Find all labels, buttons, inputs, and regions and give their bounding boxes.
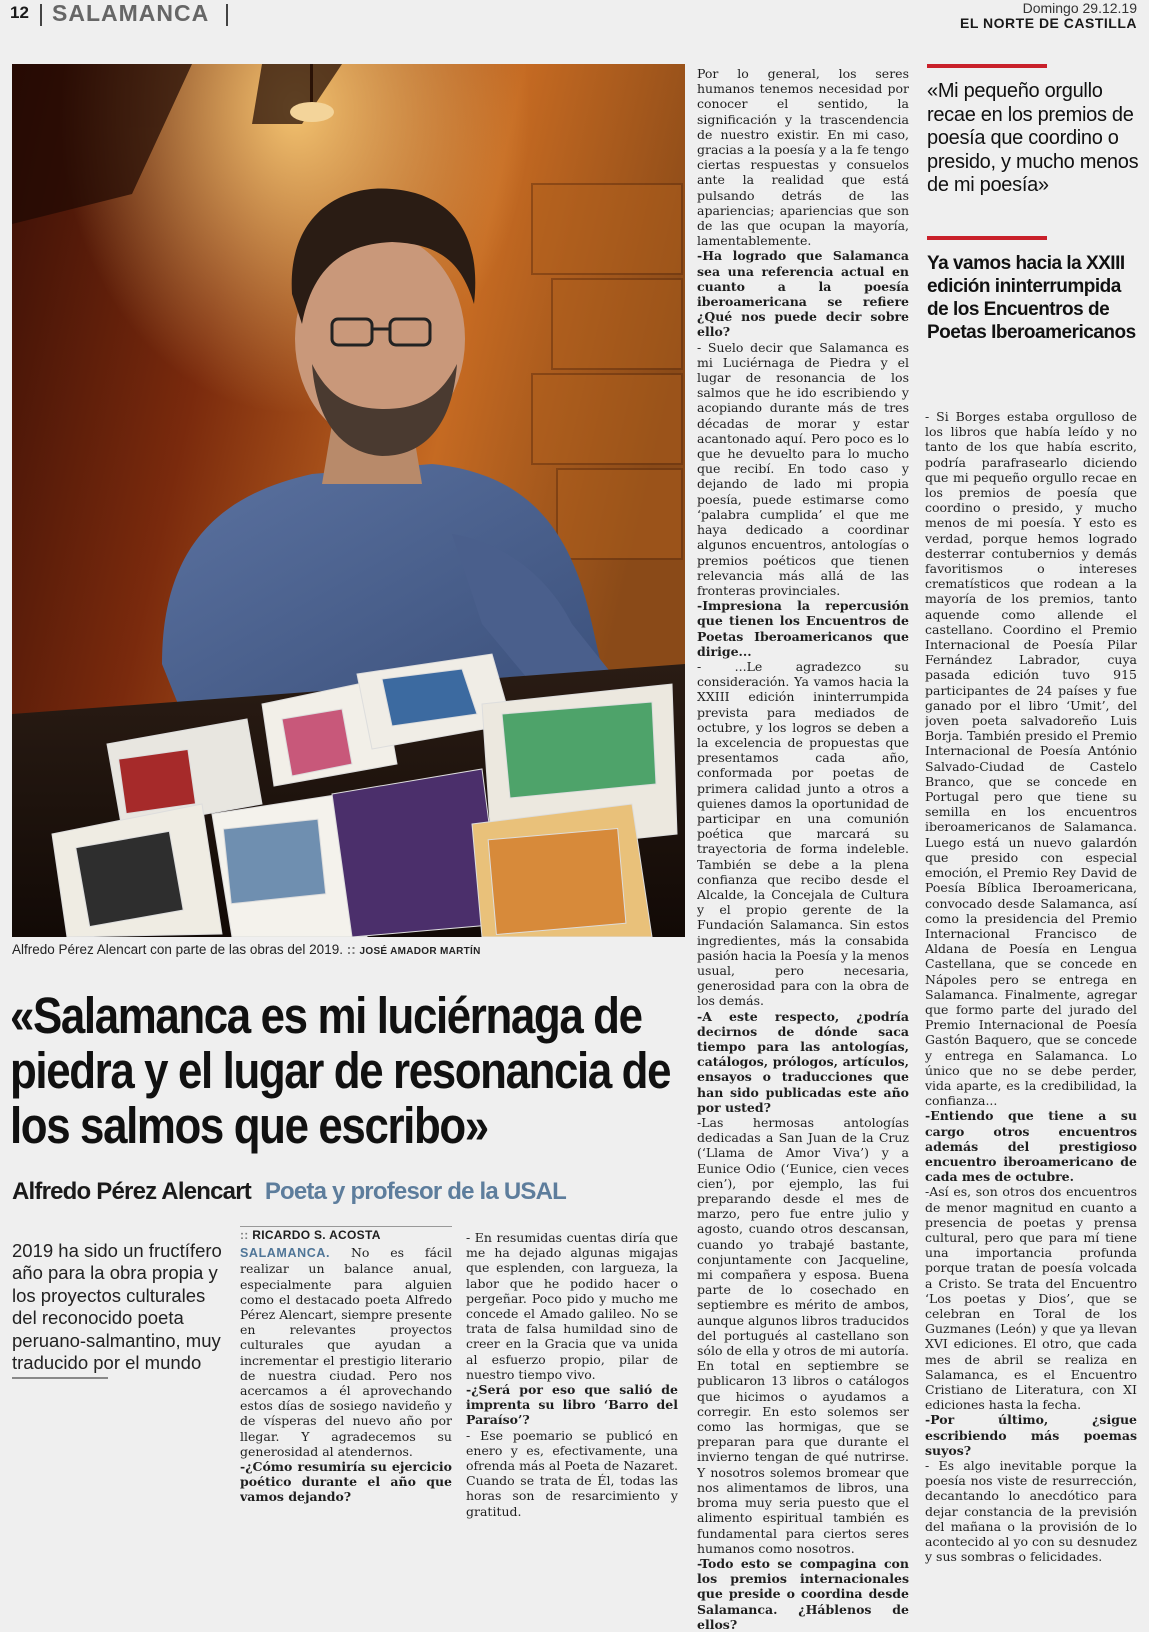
interview-answer <box>240 1245 452 1459</box>
author-line <box>240 1228 452 1243</box>
interview-question: -A este respecto, ¿podría decirnos de dónde saca tiempo para las antologías, catálogos, prólogos, artículos, ensayos o traducciones que han sido publicadas este año por usted? <box>697 1008 909 1115</box>
interview-question: -¿Será por eso que salió de imprenta su libro ‘Barro del Paraíso’? <box>466 1382 678 1428</box>
pullquote-1: «Mi pequeño orgullo recae en los premios de poesía que coordino o presido, y mucho menos de mi poesía» <box>927 80 1139 196</box>
newspaper-name: EL NORTE DE CASTILLA <box>960 15 1137 31</box>
lead-paragraph: 2019 ha sido un fructífero año para la obra propia y los proyectos culturales del reconocido poeta peruano-salmantino, muy traducido por el mundo <box>12 1240 222 1374</box>
header-divider <box>226 4 228 26</box>
interview-answer: - En resumidas cuentas diría que me ha dejado algunas migajas que esplenden, con largueza, la labor que he podido hacer o pergeñar. Poco pido y mucho me concede el Amado galileo. No se trata de falsa humildad sino de creer en la Gracia que va unida al esfuerzo propio, pilar de nuestro tiempo vivo. <box>466 1230 678 1382</box>
page-number: 12 <box>10 3 29 22</box>
photo-caption <box>12 942 687 957</box>
caption-text: Alfredo Pérez Alencart con parte de las obras del 2019. <box>12 942 343 957</box>
interview-question: -Entiendo que tiene a su cargo otros encuentros además del prestigioso encuentro iberoamericano de cada mes de octubre. <box>925 1108 1137 1185</box>
interview-answer: -Las hermosas antologías dedicadas a San Juan de la Cruz (‘Llama de Amor Viva’) y a Eunice Odio (‘Eunice, cien veces cien’), por ejemplo, las fui preparando desde el mes de marzo, pero fue entre julio y agosto, cuando otros descansan, cuando yo trabajé bastante, conjuntamente con Jacqueline, mi compañera y esposa. Buena parte de lo cosechado en septiembre es mérito de ambos, aunque algunos libros traducidos del portugués al castellano son sólo de ella y otros de mi autoría. En total en septiembre se publicaron 13 libros o catálogos que hicimos o ayudamos a corregir. En esto solemos ser como las hormigas, que se preparan para que durante el invierno tengan de qué nutrirse. Y nosotros solemos bromear que nos alimentamos de libros, una broma muy seria puesto que el alimento espiritual también es fundamental para ciertos seres humanos como nosotros. <box>697 1115 909 1556</box>
interview-answer: Por lo general, los seres humanos tenemos necesidad por conocer el sentido, la significación y la trascendencia de nuestro existir. En mi caso, gracias a la poesía y a la fe tengo ciertas respuestas y consuelos ante la realidad que está pulsando detrás de las apariencias; apariencias que son de las que ocupan la mayoría, lamentablemente. <box>697 66 909 249</box>
article-column-1 <box>240 1228 452 1505</box>
author-name: RICARDO S. ACOSTA <box>252 1228 381 1242</box>
article-photo <box>12 64 685 937</box>
column-paragraphs <box>697 66 909 1632</box>
intro-text: No es fácil realizar un balance anual, especialmente para alguien como el destacado poeta Alfredo Pérez Alencart, siempre presente en relevantes proyectos culturales que ayudan a incrementar el prestigio literario de nuestra ciudad. Pero nos acercamos a él aprovechando estos días de sosiego navideño y de vísperas del nuevo año por llegar. Y agradecemos su generosidad al atendernos. <box>240 1245 452 1459</box>
interview-question: -¿Cómo resumiría su ejercicio poético durante el año que vamos dejando? <box>240 1459 452 1505</box>
author-divider <box>240 1226 452 1227</box>
interviewee-role: Poeta y profesor de la USAL <box>264 1178 566 1205</box>
issue-date: Domingo 29.12.19 <box>1022 0 1137 16</box>
author-separator: :: <box>240 1228 249 1242</box>
header-divider <box>40 4 42 26</box>
column-paragraphs <box>240 1245 452 1504</box>
interview-answer: - Es algo inevitable porque la poesía nos viste de resurrección, decantando lo anecdótico para dejar constancia de la previsión del mañana o la provisión de lo acontecido al yo con su desnudez y sus sombras o felicidades. <box>925 1458 1137 1565</box>
headline: «Salamanca es mi luciérnaga de piedra y el lugar de resonancia de los salmos que escribo» <box>10 987 671 1154</box>
article-column-3 <box>697 66 909 1632</box>
section-name: SALAMANCA <box>52 0 210 26</box>
interview-answer: - Ese poemario se publicó en enero y es, efectivamente, una ofrenda más al Poeta de Nazaret. Cuando se trata de Él, todas las horas son de resarcimiento y gratitud. <box>466 1427 678 1519</box>
byline <box>12 1178 566 1206</box>
interview-answer: - ...Le agradezco su consideración. Ya vamos hacia la XXIII edición ininterrumpida prevista para mediados de octubre, y los logros se deben a la excelencia de propuestas que presentamos cada año, conformada por poetas de primera calidad junto a otros a quienes damos la oportunidad de participar en una comunión poética que marcará su trayectoria de forma indeleble. También se debe a la plena confianza que recibo desde el Alcalde, la Concejala de Cultura y el propio gerente de la Fundación Salamanca. Sin estos ingredientes, más la consabida pasión hacia la Poesía y la menos usual, pero necesaria, generosidad para con la obra de los demás. <box>697 658 909 1009</box>
photo-credit: JOSÉ AMADOR MARTÍN <box>359 946 481 957</box>
interviewee-name: Alfredo Pérez Alencart <box>12 1178 251 1205</box>
pullquote-rule <box>927 236 1047 240</box>
article-column-2 <box>466 1230 678 1519</box>
dateline-city: SALAMANCA. <box>240 1246 351 1261</box>
interview-answer: -Así es, son otros dos encuentros de menor magnitud en cuanto a presencia de poetas y prensa cultural, pero que para mí tiene una importancia profunda porque tratan de poesía volcada a Cristo. Se trata del Encuentro ‘Los poetas y Dios’, que se celebran en Toral de los Guzmanes (León) y que ya llevan XVI ediciones. El otro, que cada mes de abril se realiza en Salamanca, es el Encuentro Cristiano de Literatura, con XI ediciones hasta la fecha. <box>925 1184 1137 1413</box>
interview-question: -Por último, ¿sigue escribiendo más poemas suyos? <box>925 1412 1137 1458</box>
interview-question: -Ha logrado que Salamanca sea una referencia actual en cuanto a la poesía iberoamericana se refiere ¿Qué nos puede decir sobre ello? <box>697 248 909 340</box>
interview-answer: - Si Borges estaba orgulloso de los libros que había leído y no tanto de los que había escrito, podría parafrasearlo diciendo que mi pequeño orgullo recae en los premios de poesía que coordino o presido, y mucho menos de mi poesía. Y esto es verdad, porque hemos logrado desterrar contubernios y demás favoritismos o intereses crematísticos que rodean a la mayoría de los premios, tanto aquende como allende el castellano. Coordino el Premio Internacional de Poesía Pilar Fernández Labrador, cuya pasada edición tuvo 915 participantes de 24 países y fue ganado por el libro ‘Umit’, del joven poeta salvadoreño Luis Borja. También presido el Premio Internacional de Poesía António Salvado-Ciudad de Castelo Branco, que se concede en Portugal pero que tiene su semilla en los encuentros iberoamericanos de Salamanca. Luego está un nuevo galardón que presido con especial emoción, el Premio Rey David de Poesía Bíblica Iberoamericana, convocado desde Salamanca, así como la presidencia del Premio Internacional Francisco de Aldana de Poesía en Lengua Castellana, que se concede en Nápoles pero se entrega en Salamanca. Finalmente, agregar que formo parte del jurado del Premio Internacional de Poesía Gastón Baquero, que se concede y entrega en Salamanca. Lo único que no se debe perder, vida aparte, es la credibilidad, la confianza... <box>925 409 1137 1109</box>
pullquote-2: Ya vamos hacia la XXIII edición ininterrumpida de los Encuentros de Poetas Iberoamericanos <box>927 253 1136 343</box>
photo-illustration <box>12 64 685 937</box>
interview-question: -Todo esto se compagina con los premios internacionales que preside o coordina desde Salamanca. ¿Háblenos de ellos? <box>697 1555 909 1632</box>
column-paragraphs <box>466 1230 678 1519</box>
lead-divider <box>12 1377 108 1379</box>
credit-separator: :: <box>346 942 356 957</box>
interview-answer: - Suelo decir que Salamanca es mi Luciérnaga de Piedra y el lugar de resonancia de los salmos que he ido escribiendo y acopiando durante más de tres décadas de morar y estar acantonado aquí. Pero poco es lo que he devuelto para lo mucho que recibí. En todo caso y dejando de lado mi propia poesía, puede estimarse como ‘palabra cumplida’ el que me haya dedicado a coordinar algunos encuentros, antologías o premios poéticos que tienen relevancia más allá de las fronteras provinciales. <box>697 339 909 598</box>
pullquote-rule <box>927 64 1047 68</box>
interview-question: -Impresiona la repercusión que tienen los Encuentros de Poetas Iberoamericanos que dirige... <box>697 598 909 659</box>
column-paragraphs <box>925 409 1137 1564</box>
article-column-4 <box>925 409 1137 1564</box>
